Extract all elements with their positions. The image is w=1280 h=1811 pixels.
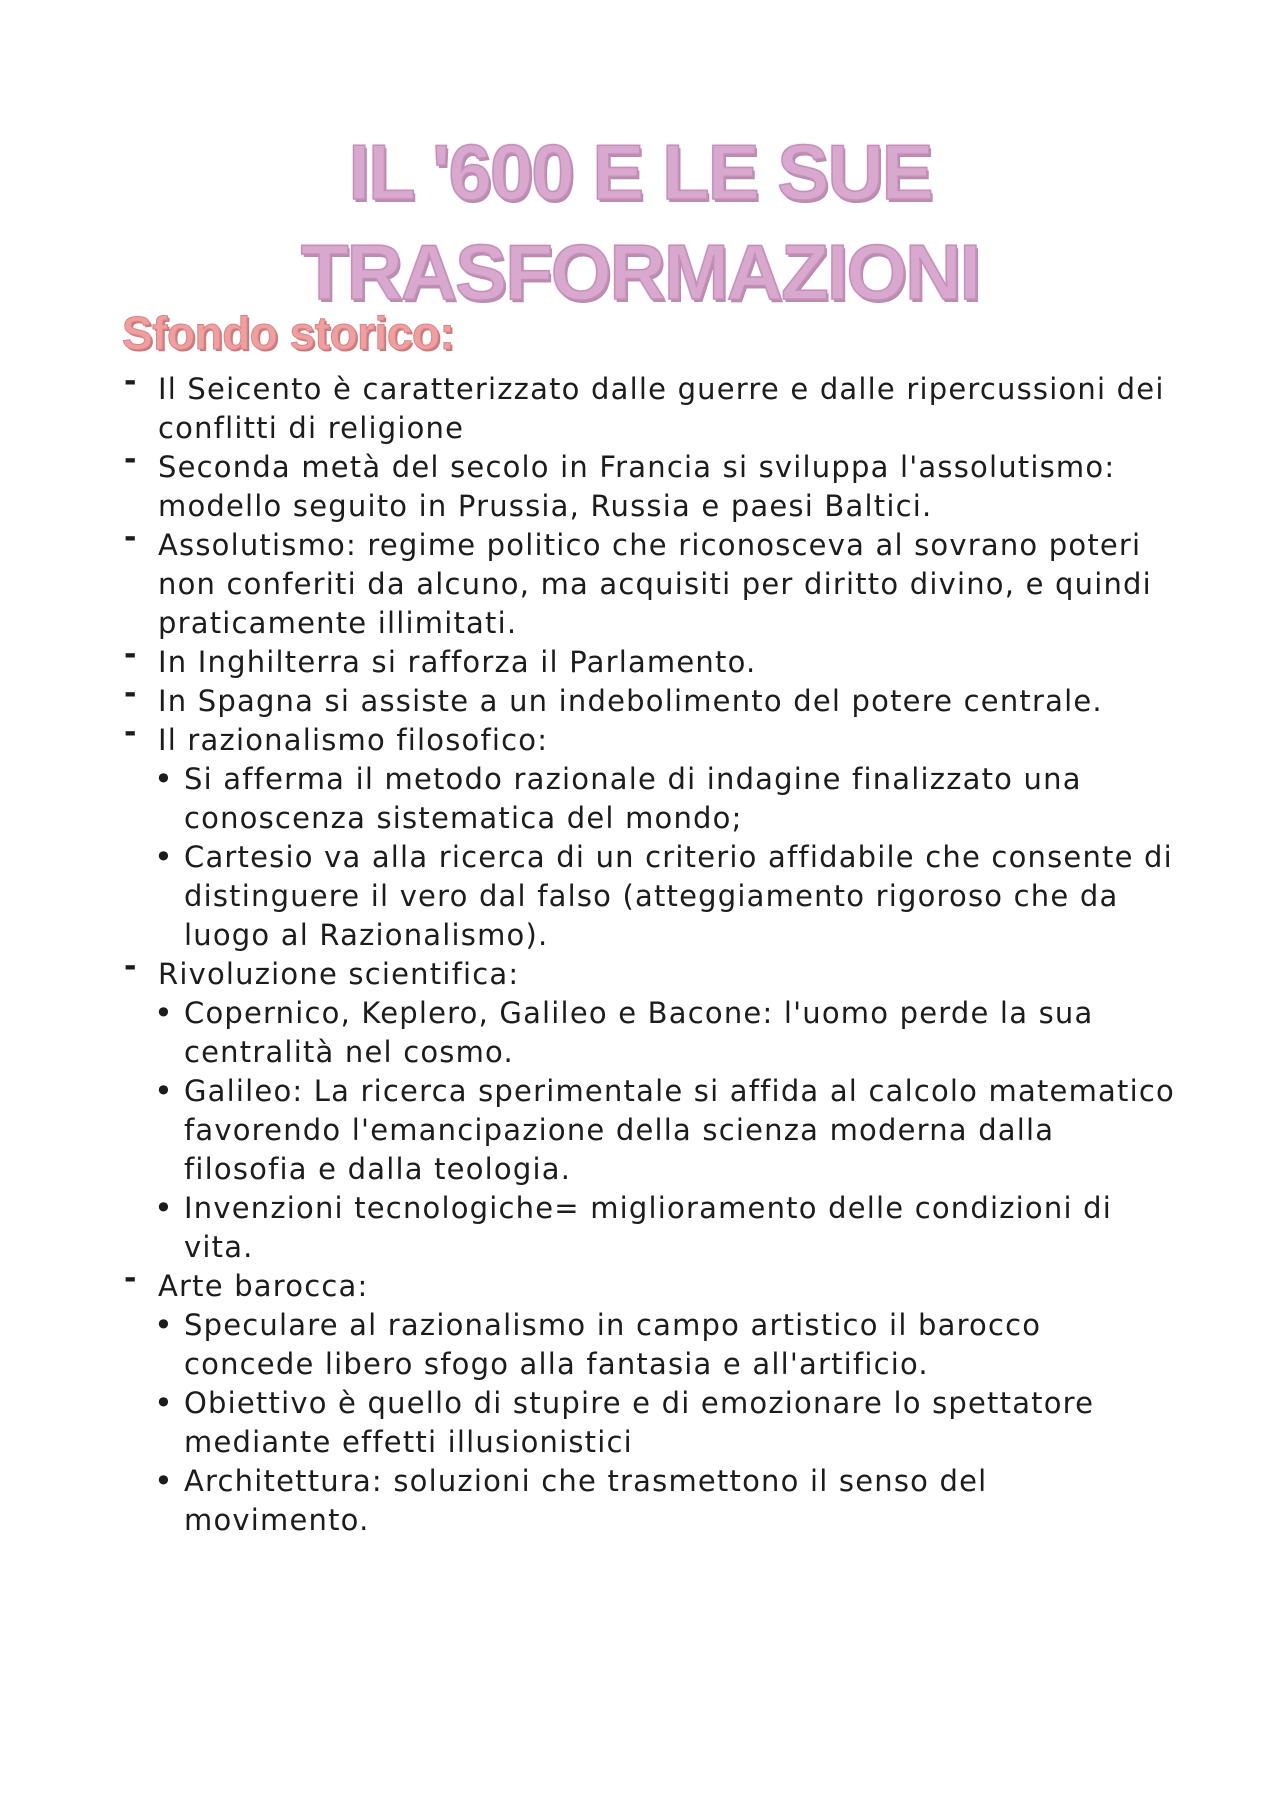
section-heading: Sfondo storico:	[122, 307, 455, 359]
title-line-2: TRASFORMAZIONI	[300, 228, 980, 316]
list-item: - Assolutismo: regime politico che riconosceva al sovrano poteri non conferiti da alcuno, ma acquisiti per diritto divino, e quindi praticamente illimitati.	[122, 526, 1182, 643]
list-item: - In Inghilterra si rafforza il Parlamento.	[122, 643, 1182, 682]
notes-list	[122, 370, 1182, 1540]
list-item-rivoluzione: - Rivoluzione scientifica:	[122, 955, 1182, 994]
sub-list-item: • Speculare al razionalismo in campo artistico il barocco concede libero sfogo alla fantasia e all'artificio.	[122, 1306, 1182, 1384]
sub-list-item: • Cartesio va alla ricerca di un criterio affidabile che consente di distinguere il vero dal falso (atteggiamento rigoroso che da luogo al Razionalismo).	[122, 838, 1182, 955]
sub-list-item: • Obiettivo è quello di stupire e di emozionare lo spettatore mediante effetti illusionistici	[122, 1384, 1182, 1462]
title-line-1: IL '600 E LE SUE	[348, 128, 932, 216]
list-item-arte: - Arte barocca:	[122, 1267, 1182, 1306]
sub-list-item: • Invenzioni tecnologiche= miglioramento delle condizioni di vita.	[122, 1189, 1182, 1267]
list-item: - Il Seicento è caratterizzato dalle guerre e dalle ripercussioni dei conflitti di religione	[122, 370, 1182, 448]
list-item: - Seconda metà del secolo in Francia si sviluppa l'assolutismo: modello seguito in Prussia, Russia e paesi Baltici.	[122, 448, 1182, 526]
sub-list-item: • Architettura: soluzioni che trasmettono il senso del movimento.	[122, 1462, 1182, 1540]
sub-list-item: • Si afferma il metodo razionale di indagine finalizzato una conoscenza sistematica del mondo;	[122, 760, 1182, 838]
sub-list-item: • Galileo: La ricerca sperimentale si affida al calcolo matematico favorendo l'emancipazione della scienza moderna dalla filosofia e dalla teologia.	[122, 1072, 1182, 1189]
list-item: - In Spagna si assiste a un indebolimento del potere centrale.	[122, 682, 1182, 721]
list-item-razionalismo: - Il razionalismo filosofico:	[122, 721, 1182, 760]
sub-list-item: • Copernico, Keplero, Galileo e Bacone: l'uomo perde la sua centralità nel cosmo.	[122, 994, 1182, 1072]
